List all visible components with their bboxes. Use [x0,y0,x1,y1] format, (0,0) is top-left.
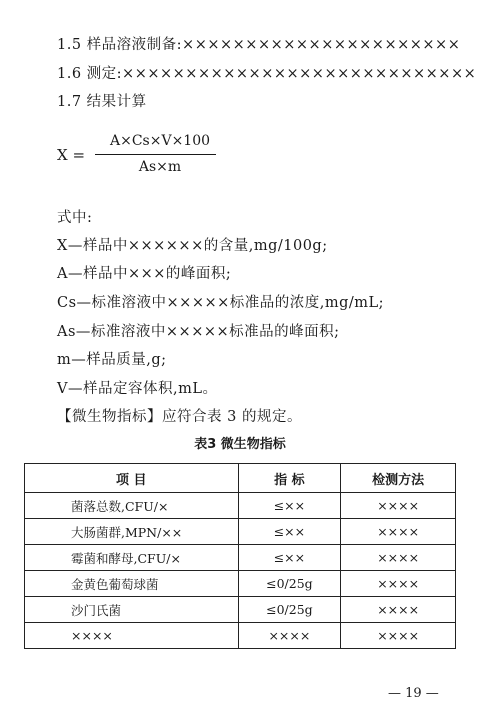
microbial-indicators-table [24,463,456,649]
cell-indicator: ≤0/25g [238,571,341,597]
cell-item: ×××× [25,623,239,649]
table-row [25,597,456,623]
cell-item: 大肠菌群,MPN/×× [25,519,239,545]
table-row [25,571,456,597]
cell-method: ×××× [341,519,456,545]
cell-indicator: ≤×× [238,493,341,519]
cell-indicator: ×××× [238,623,341,649]
header-item: 项 目 [25,464,239,493]
cell-method: ×××× [341,545,456,571]
cell-item: 霉菌和酵母,CFU/× [25,545,239,571]
definition-as: As—标准溶液中×××××标准品的峰面积; [57,324,340,340]
cell-indicator: ≤0/25g [238,597,341,623]
cell-item: 金黄色葡萄球菌 [25,571,239,597]
table-row [25,493,456,519]
cell-method: ×××× [341,571,456,597]
table-header-row [25,464,456,493]
formula-numerator: A×Cs×V×100 [109,133,211,149]
cell-indicator: ≤×× [238,545,341,571]
microbial-requirement-note: 【微生物指标】应符合表 3 的规定。 [57,409,302,425]
header-indicator: 指 标 [238,464,341,493]
section-1-7-heading: 1.7 结果计算 [57,94,147,110]
cell-method: ×××× [341,597,456,623]
fraction-bar [95,154,216,155]
definition-v: V—样品定容体积,mL。 [57,381,218,397]
table-row [25,519,456,545]
header-method: 检测方法 [341,464,456,493]
definitions-intro: 式中: [57,210,93,226]
section-1-5: 1.5 样品溶液制备:×××××××××××××××××××××× [57,37,461,53]
cell-item: 菌落总数,CFU/× [25,493,239,519]
cell-item: 沙门氏菌 [25,597,239,623]
table-row [25,623,456,649]
definition-cs: Cs—标准溶液中×××××标准品的浓度,mg/mL; [57,295,385,311]
table-row [25,545,456,571]
cell-method: ×××× [341,493,456,519]
formula-lhs: X = [57,146,86,164]
definition-x: X—样品中××××××的含量,mg/100g; [57,238,328,254]
definition-a: A—样品中×××的峰面积; [57,266,232,282]
cell-method: ×××× [341,623,456,649]
definition-m: m—样品质量,g; [57,352,167,368]
section-1-6: 1.6 测定:×××××××××××××××××××××××××××× [57,66,477,82]
page-number: — 19 — [388,686,439,701]
table-caption: 表3 微生物指标 [194,437,286,452]
formula-denominator: As×m [138,159,182,175]
cell-indicator: ≤×× [238,519,341,545]
